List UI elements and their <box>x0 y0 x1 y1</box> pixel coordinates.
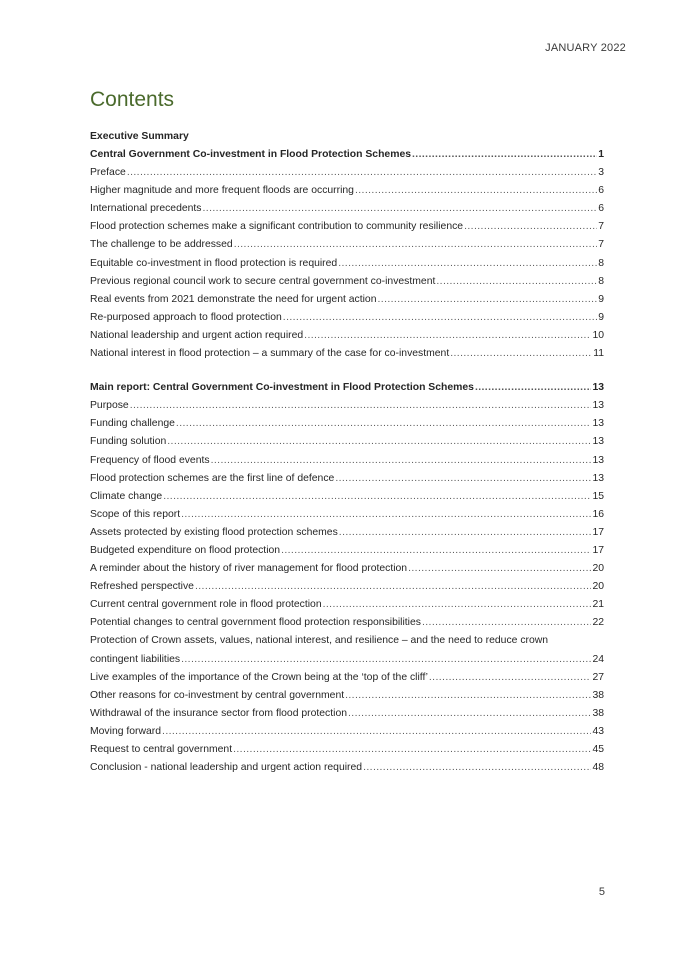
toc-entry-page: 13 <box>592 436 604 448</box>
toc-entry-label: Current central government role in flood protection <box>90 599 322 611</box>
toc-entry[interactable] <box>90 164 604 182</box>
toc-entry-label: Climate change <box>90 490 163 502</box>
toc-entry-label: National interest in flood protection – a summary of the case for co-investment <box>90 348 450 360</box>
toc-leader-dots <box>464 218 597 236</box>
toc-entry-continued[interactable] <box>90 651 604 669</box>
toc-entry[interactable] <box>90 542 604 560</box>
toc-leader-dots <box>436 273 597 291</box>
toc-entry-label: Preface <box>90 167 126 179</box>
toc-entry[interactable] <box>90 470 604 488</box>
toc-entry[interactable] <box>90 146 604 164</box>
toc-entry-page: 9 <box>598 293 604 305</box>
page-title: Contents <box>90 88 175 111</box>
toc-leader-dots <box>167 433 591 451</box>
toc-entry[interactable] <box>90 255 604 273</box>
toc-entry-label: The challenge to be addressed <box>90 239 233 251</box>
toc-entry[interactable] <box>90 327 604 345</box>
toc-entry-label: Funding solution <box>90 436 167 448</box>
toc-leader-dots <box>130 397 592 415</box>
toc-entry-label: Main report: Central Government Co-investment in Flood Protection Schemes <box>90 382 474 394</box>
toc-entry-label: Withdrawal of the insurance sector from flood protection <box>90 707 348 719</box>
toc-entry[interactable] <box>90 687 604 705</box>
toc-leader-dots <box>304 327 591 345</box>
toc-entry-label: Previous regional council work to secure central government co-investment <box>90 275 436 287</box>
toc-entry[interactable] <box>90 182 604 200</box>
toc-leader-dots <box>233 741 591 759</box>
toc-entry-label: Flood protection schemes are the first line of defence <box>90 472 335 484</box>
toc-entry[interactable] <box>90 309 604 327</box>
toc-entry-page: 13 <box>592 418 604 430</box>
toc-entry[interactable] <box>90 506 604 524</box>
toc-entry-label: Real events from 2021 demonstrate the need for urgent action <box>90 293 377 305</box>
main-report-heading[interactable] <box>90 379 604 397</box>
toc-entry[interactable] <box>90 291 604 309</box>
toc-entry-label: Frequency of flood events <box>90 454 210 466</box>
toc-entry-page: 3 <box>598 167 604 179</box>
toc-leader-dots <box>211 452 592 470</box>
toc-entry-label: Protection of Crown assets, values, national interest, and resilience – and the need to reduce crown <box>90 635 549 647</box>
toc-entry-label: Request to central government <box>90 744 233 755</box>
toc-entry-page: 13 <box>592 472 604 484</box>
toc-entry-page: 48 <box>592 762 604 774</box>
toc-leader-dots <box>283 309 597 327</box>
toc-entry-label: Funding challenge <box>90 418 175 430</box>
toc-entry[interactable] <box>90 596 604 614</box>
toc-leader-dots <box>176 415 592 433</box>
toc-entry-page: 13 <box>592 454 604 466</box>
toc-entry-page: 13 <box>592 400 604 412</box>
toc-entry-label: Conclusion - national leadership and urgent action required <box>90 762 363 774</box>
toc-entry-label: Scope of this report <box>90 508 181 520</box>
toc-entry-label: National leadership and urgent action required <box>90 329 304 341</box>
toc-entry-page: 10 <box>592 329 604 341</box>
toc-entry[interactable] <box>90 723 604 741</box>
toc-entry[interactable] <box>90 200 604 218</box>
toc-entry[interactable] <box>90 741 604 759</box>
toc-entry-page: 20 <box>592 581 604 593</box>
toc-leader-dots <box>378 291 598 309</box>
toc-entry-page: 16 <box>592 508 604 520</box>
toc-entry-page: 8 <box>598 257 604 269</box>
toc-entry[interactable] <box>90 433 604 451</box>
toc-entry-page: 15 <box>592 490 604 502</box>
toc-entry[interactable] <box>90 488 604 506</box>
header-date: JANUARY 2022 <box>545 42 626 54</box>
toc-entry[interactable] <box>90 705 604 723</box>
toc-entry-page: 27 <box>592 671 604 683</box>
toc-entry[interactable] <box>90 524 604 542</box>
toc-leader-dots <box>163 488 591 506</box>
toc-leader-dots <box>429 669 592 687</box>
toc-leader-dots <box>234 236 597 254</box>
toc-entry-label: Central Government Co-investment in Flood Protection Schemes <box>90 149 412 160</box>
toc-leader-dots <box>195 578 591 596</box>
toc-entry-page: 1 <box>598 149 604 160</box>
toc-entry-page: 38 <box>592 689 604 701</box>
toc-entry-page: 9 <box>598 311 604 323</box>
toc-leader-dots <box>162 723 591 741</box>
page-number: 5 <box>598 886 605 898</box>
toc-entry[interactable] <box>90 759 604 777</box>
toc-leader-dots <box>339 524 592 542</box>
toc-entry-page: 8 <box>598 275 604 287</box>
toc-entry-label: Potential changes to central government flood protection responsibilities <box>90 617 421 629</box>
toc-leader-dots <box>408 560 591 578</box>
main-report-list <box>90 397 604 777</box>
toc-leader-dots <box>323 596 592 614</box>
toc-leader-dots <box>203 200 598 218</box>
executive-summary-list <box>90 146 604 363</box>
toc-leader-dots <box>355 182 597 200</box>
toc-entry-page: 20 <box>592 563 604 575</box>
toc-leader-dots <box>281 542 591 560</box>
toc-entry-label: Assets protected by existing flood protection schemes <box>90 526 338 538</box>
toc-leader-dots <box>335 470 591 488</box>
toc-entry[interactable] <box>90 218 604 236</box>
toc-entry-page: 11 <box>593 348 604 360</box>
toc-leader-dots <box>338 255 597 273</box>
toc-entry-page: 17 <box>592 544 604 556</box>
toc-entry-page: 7 <box>598 221 604 233</box>
toc-entry[interactable] <box>90 397 604 415</box>
toc-entry-label: Budgeted expenditure on flood protection <box>90 544 281 556</box>
toc-entry[interactable] <box>90 273 604 291</box>
toc-entry-page: 38 <box>592 707 604 719</box>
toc-entry-label: contingent liabilities <box>90 653 181 665</box>
toc-entry-page: 7 <box>598 239 604 251</box>
toc-leader-dots <box>475 379 592 397</box>
toc-entry[interactable] <box>90 632 604 650</box>
toc-entry-label: Higher magnitude and more frequent floods are occurring <box>90 185 354 197</box>
toc-entry-label: A reminder about the history of river management for flood protection <box>90 563 408 575</box>
toc-entry-label: Live examples of the importance of the Crown being at the ‘top of the cliff’ <box>90 671 428 683</box>
toc-entry-label: Purpose <box>90 400 129 412</box>
toc-entry-page: 43 <box>592 725 604 737</box>
toc-leader-dots <box>181 506 591 524</box>
toc-entry-label: Equitable co-investment in flood protection is required <box>90 257 338 269</box>
toc-entry[interactable] <box>90 236 604 254</box>
toc-entry-page: 6 <box>598 203 604 215</box>
toc-entry-page: 13 <box>592 382 604 394</box>
toc-entry-label: Re-purposed approach to flood protection <box>90 311 282 323</box>
toc-entry-label: Refreshed perspective <box>90 581 194 593</box>
toc-entry-page: 22 <box>592 617 604 629</box>
toc-leader-dots <box>422 614 591 632</box>
toc-entry-page: 21 <box>592 599 604 611</box>
toc-entry-label: Other reasons for co-investment by central government <box>90 689 345 701</box>
table-of-contents <box>90 128 604 777</box>
toc-entry-page: 24 <box>592 653 604 665</box>
toc-leader-dots <box>181 651 591 669</box>
toc-entry[interactable] <box>90 452 604 470</box>
toc-entry[interactable] <box>90 345 604 363</box>
toc-leader-dots <box>345 687 591 705</box>
toc-entry[interactable] <box>90 669 604 687</box>
toc-entry-page: 17 <box>592 526 604 538</box>
toc-leader-dots <box>450 345 592 363</box>
toc-leader-dots <box>412 146 597 164</box>
toc-leader-dots <box>363 759 591 777</box>
toc-entry-label: Flood protection schemes make a significant contribution to community resilience <box>90 221 464 233</box>
toc-entry[interactable] <box>90 560 604 578</box>
toc-leader-dots <box>348 705 591 723</box>
toc-entry-page: 45 <box>592 744 604 755</box>
toc-entry[interactable] <box>90 614 604 632</box>
toc-entry-page: 6 <box>598 185 604 197</box>
toc-entry-label: International precedents <box>90 203 202 215</box>
toc-entry[interactable] <box>90 415 604 433</box>
toc-leader-dots <box>127 164 597 182</box>
toc-entry[interactable] <box>90 578 604 596</box>
executive-summary-heading: Executive Summary <box>90 131 189 142</box>
toc-entry-label: Moving forward <box>90 725 162 737</box>
